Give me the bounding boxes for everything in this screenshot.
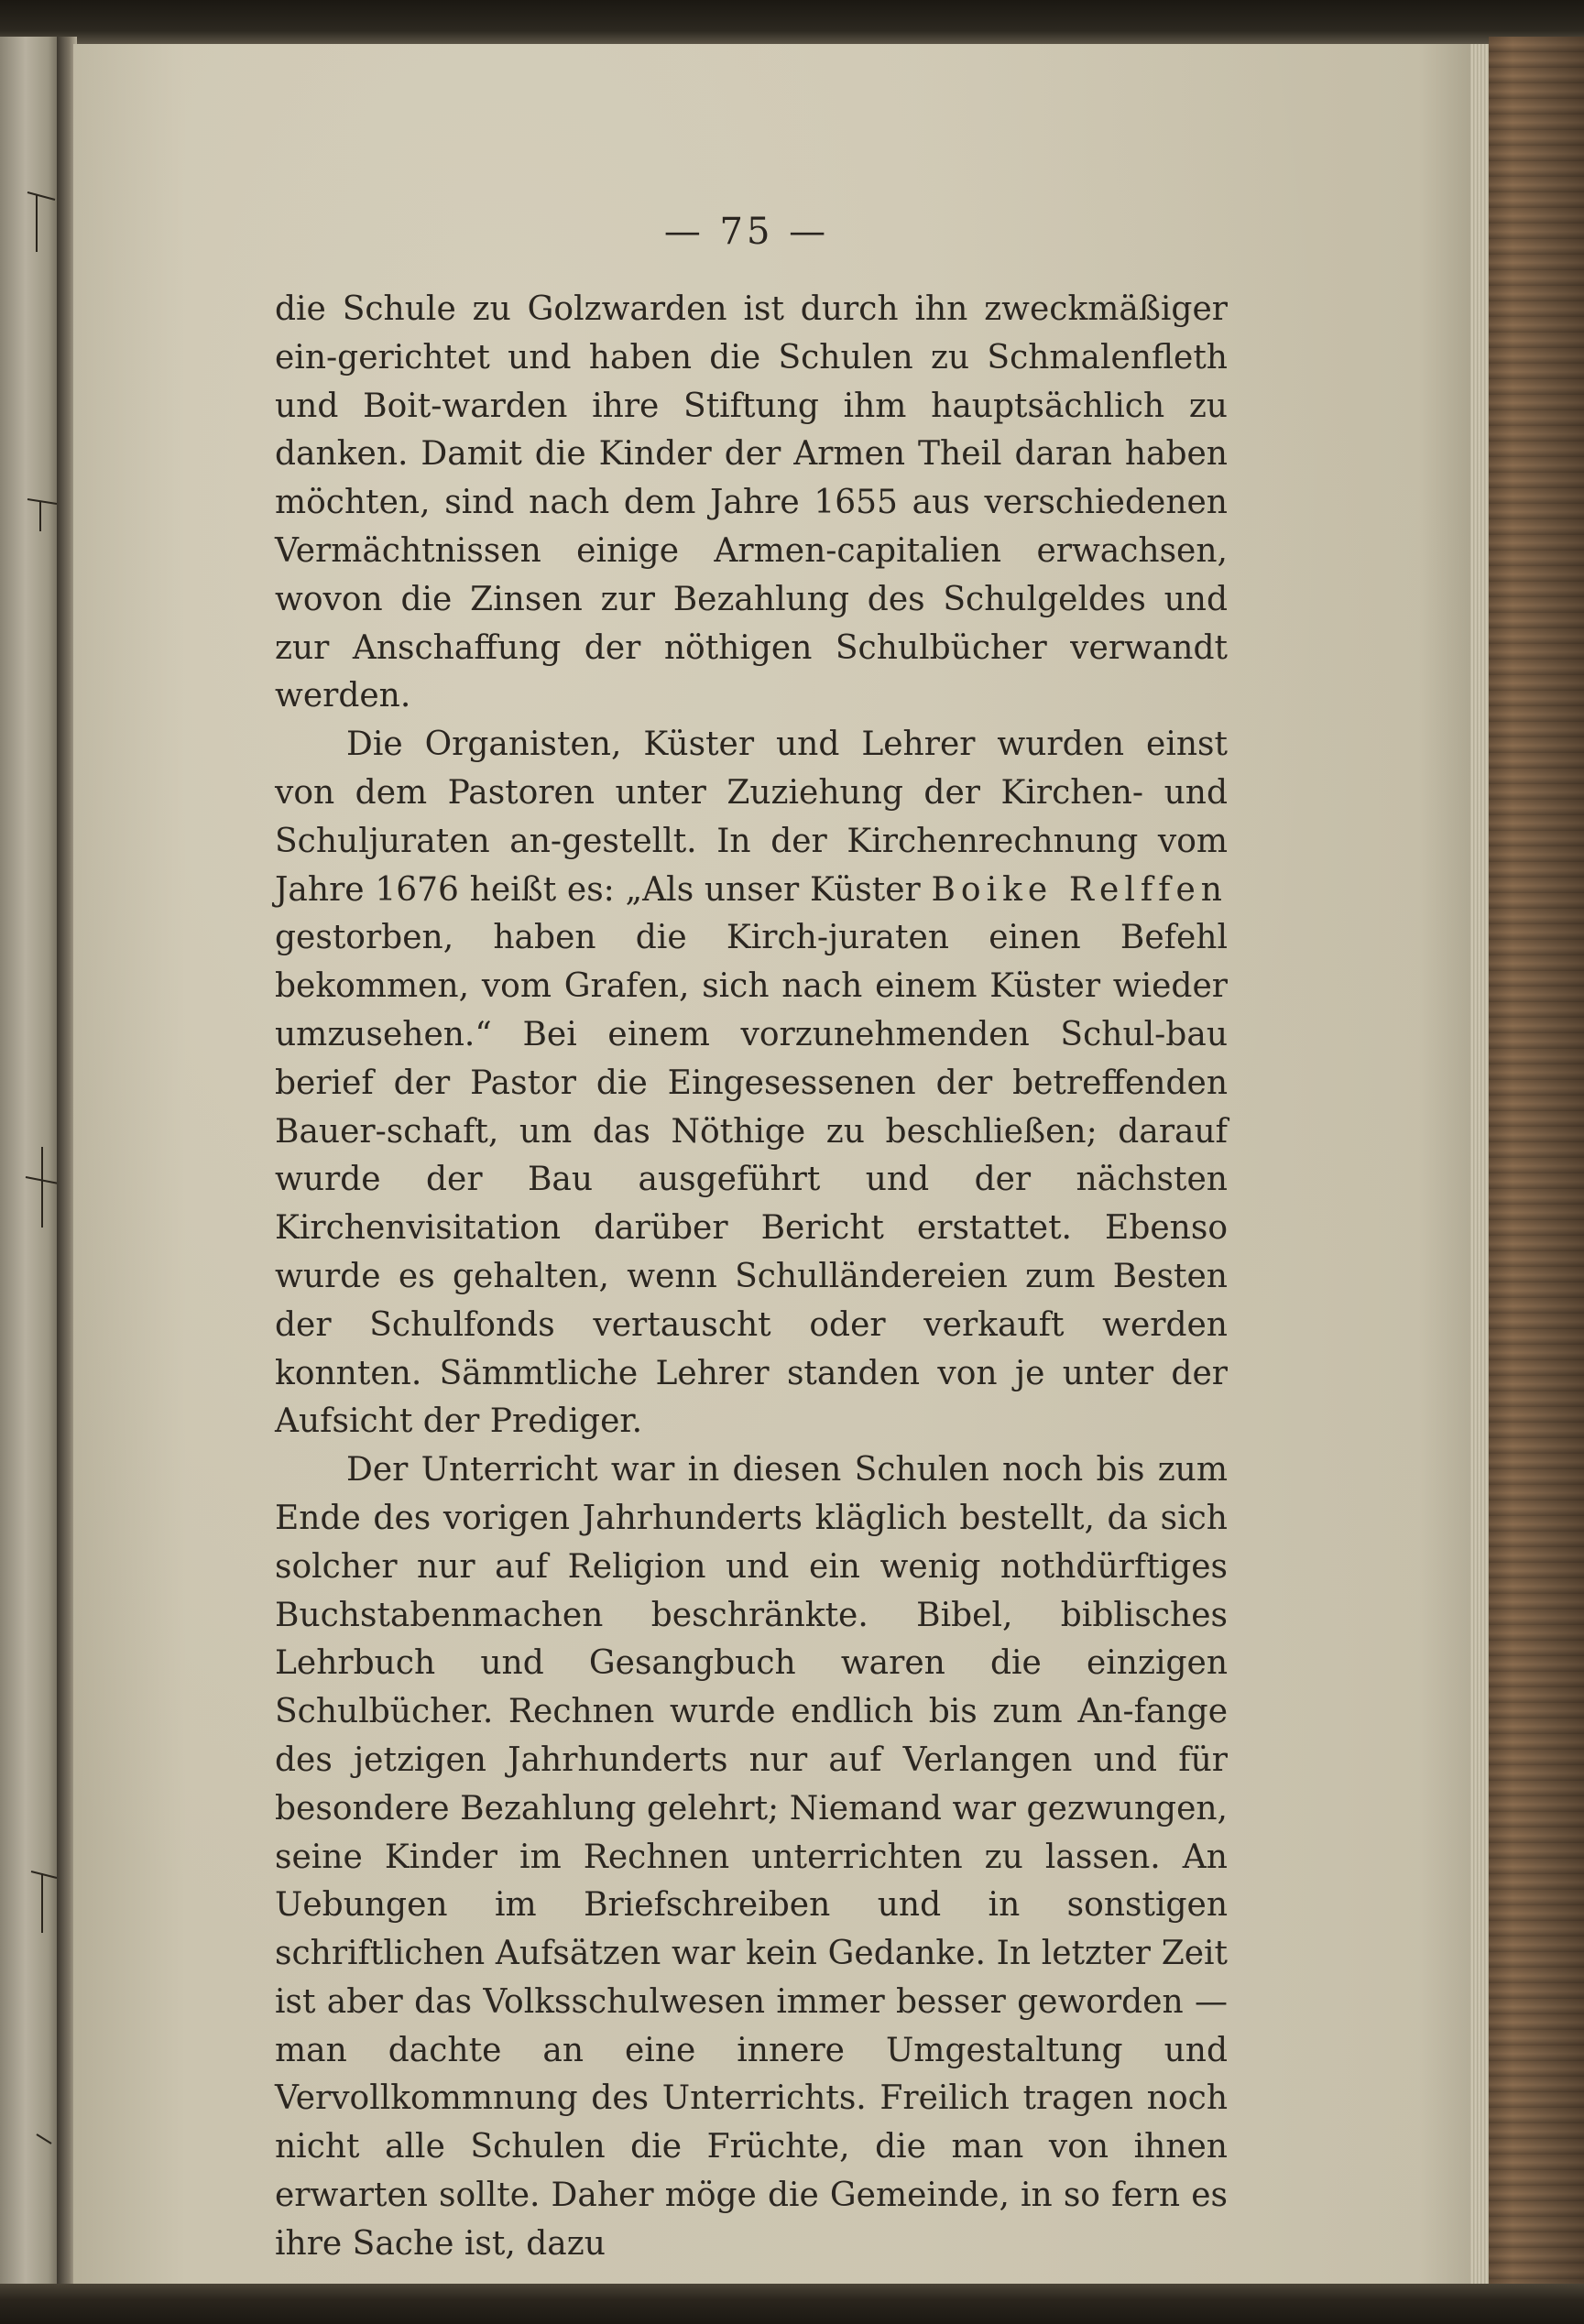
scan-top-edge: [0, 0, 1584, 44]
facing-page-print-marks: [0, 37, 64, 2299]
paragraph-2: [275, 721, 1228, 1446]
book-cover-edge: [1489, 37, 1584, 2299]
paragraph-text: Der Unterricht war in diesen Schulen noch bis zum Ende des vorigen Jahrhunderts kläglich bestellt, da sich solcher nur auf Religion und ein wenig nothdürftiges Buchstabenmachen beschränkte. Bibel, biblisches Lehrbuch und Gesangbuch waren die einzigen Schulbücher. Rechnen wurde endlich bis zum An-fange des jetzigen Jahrhunderts nur auf Verlangen und für besondere Bezahlung gelehrt; Niemand war gezwungen, seine Kinder im Rechnen unterrichten zu lassen. An Uebungen im Briefschreiben und in sonstigen schriftlichen Aufsätzen war kein Gedanke. In letzter Zeit ist aber das Volksschulwesen immer besser geworden — man dachte an eine innere Umgestaltung und Vervollkommnung des Unterrichts. Freilich tragen noch nicht alle Schulen die Früchte, die man von ihnen erwarten sollte. Daher möge die Gemeinde, in so fern es ihre Sache ist, dazu: [275, 1451, 1228, 2263]
body-text: [275, 286, 1228, 2269]
paragraph-text: Die Organisten, Küster und Lehrer wurden einst von dem Pastoren unter Zuziehung der Kirchen- und Schuljuraten an-gestellt. In der Kirchenrechnung vom Jahre 1676 heißt es: „Als unser Küster: [275, 726, 1228, 909]
spaced-name: Boike Relffen: [931, 870, 1228, 909]
paragraph-3: [275, 1446, 1228, 2269]
scan-bottom-edge: [0, 2284, 1584, 2324]
paragraph-text: gestorben, haben die Kirch-juraten einen Befehl bekommen, vom Grafen, sich nach einem Küster wieder umzusehen.“ Bei einem vorzunehmenden Schul-bau berief der Pastor die Eingesessenen der betreffenden Bauer-schaft, um das Nöthige zu beschließen; darauf wurde der Bau ausgeführt und der nächsten Kirchenvisitation darüber Bericht erstattet. Ebenso wurde es gehalten, wenn Schulländereien zum Besten der Schulfonds vertauscht oder verkauft werden konnten. Sämmtliche Lehrer standen von je unter der Aufsicht der Prediger.: [275, 919, 1228, 1441]
paragraph-text: die Schule zu Golzwarden ist durch ihn zweckmäßiger ein-gerichtet und haben die Schulen zu Schmalenfleth und Boit-warden ihre Stiftung ihm hauptsächlich zu danken. Damit die Kinder der Armen Theil daran haben möchten, sind nach dem Jahre 1655 aus verschiedenen Vermächtnissen einige Armen-capitalien erwachsen, wovon die Zinsen zur Bezahlung des Schulgeldes und zur Anschaffung der nöthigen Schulbücher verwandt werden.: [275, 290, 1228, 715]
page-number: — 75 —: [663, 211, 830, 253]
paragraph-1: [275, 286, 1228, 721]
